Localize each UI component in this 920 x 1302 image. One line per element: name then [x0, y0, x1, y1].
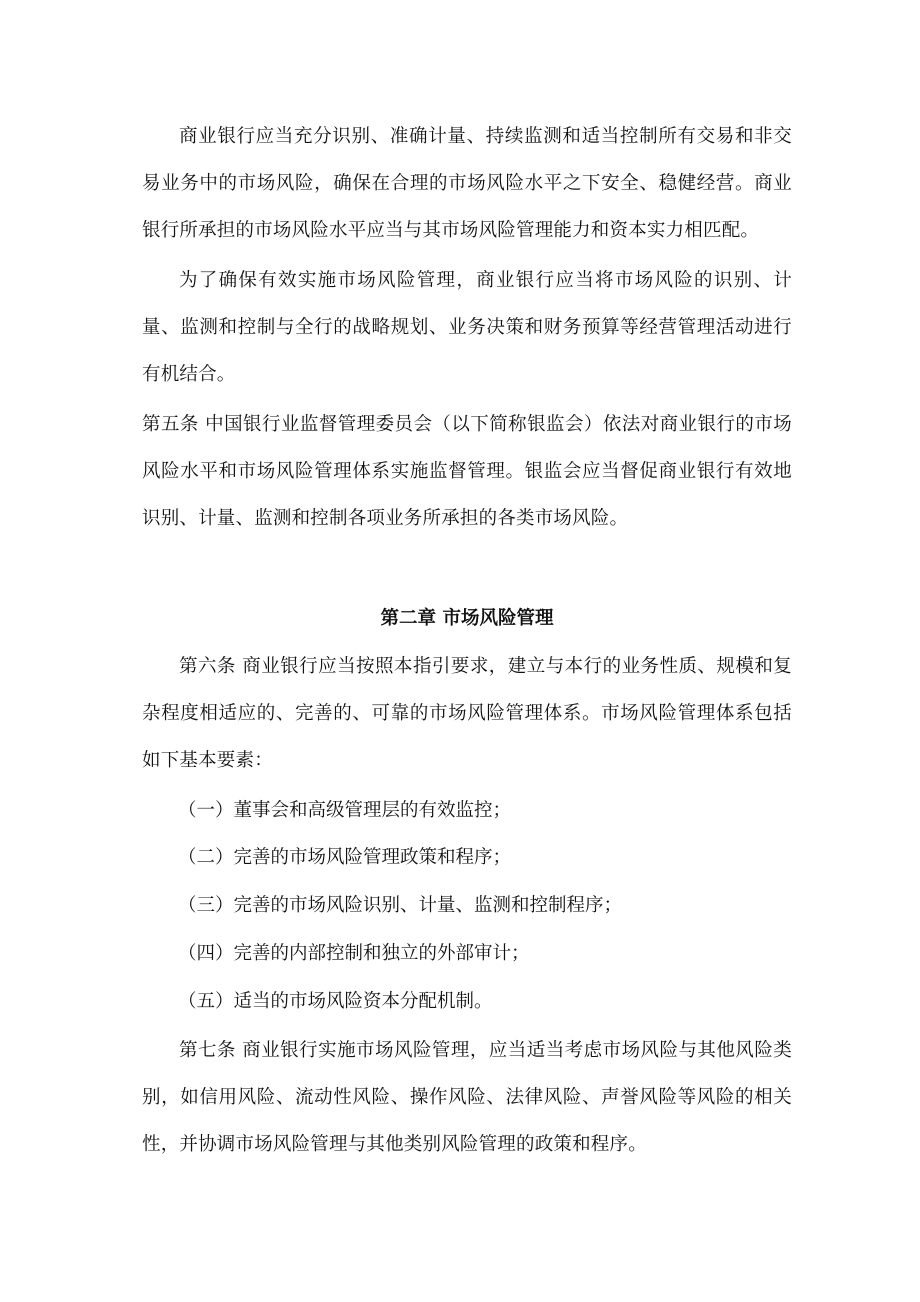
article-5: 第五条 中国银行业监督管理委员会（以下简称银监会）依法对商业银行的市场风险水平和市场风险管理体系实施监督管理。银监会应当督促商业银行有效地识别、计量、监测和控制各项业务所承担的各类市场风险。	[142, 414, 792, 529]
list-item-5: （五）适当的市场风险资本分配机制。	[178, 991, 493, 1012]
list-item-4: （四）完善的内部控制和独立的外部审计；	[178, 943, 530, 964]
chapter-heading: 第二章 市场风险管理	[380, 608, 554, 629]
article-7: 第七条 商业银行实施市场风险管理，应当适当考虑市场风险与其他风险类别，如信用风险、流动性风险、操作风险、法律风险、声誉风险等风险的相关性，并协调市场风险管理与其他类别风险管理的政策和程序。	[142, 1040, 792, 1155]
list-item-1: （一）董事会和高级管理层的有效监控；	[178, 800, 512, 821]
list-item-3: （三）完善的市场风险识别、计量、监测和控制程序；	[178, 895, 623, 916]
paragraph-effective-implementation: 为了确保有效实施市场风险管理，商业银行应当将市场风险的识别、计量、监测和控制与全行的战略规划、业务决策和财务预算等经营管理活动进行有机结合。	[142, 270, 792, 385]
article-6: 第六条 商业银行应当按照本指引要求，建立与本行的业务性质、规模和复杂程度相适应的、完善的、可靠的市场风险管理体系。市场风险管理体系包括如下基本要素：	[142, 656, 792, 771]
list-item-2: （二）完善的市场风险管理政策和程序；	[178, 847, 512, 868]
paragraph-market-risk-control: 商业银行应当充分识别、准确计量、持续监测和适当控制所有交易和非交易业务中的市场风险，确保在合理的市场风险水平之下安全、稳健经营。商业银行所承担的市场风险水平应当与其市场风险管理能力和资本实力相匹配。	[142, 126, 792, 241]
